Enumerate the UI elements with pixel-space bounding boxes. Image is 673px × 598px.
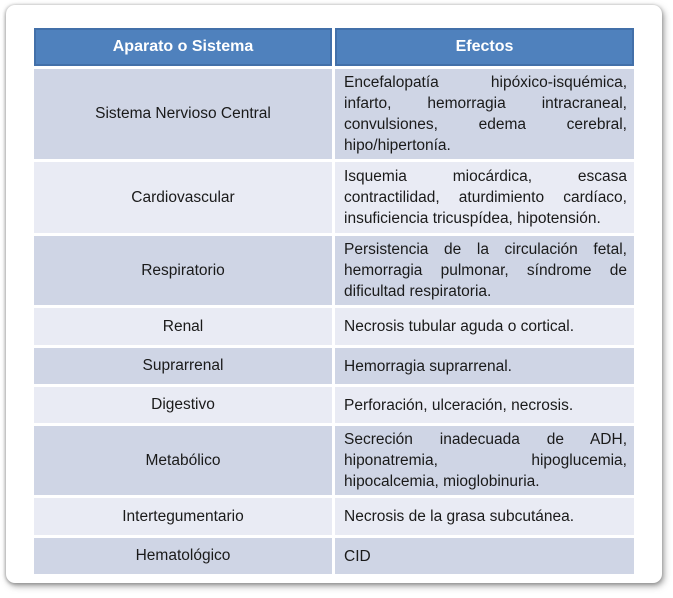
efectos-text: Necrosis de la grasa subcutánea.	[344, 508, 575, 525]
table-row	[34, 162, 634, 233]
table-row	[34, 348, 634, 384]
table-card	[6, 5, 662, 583]
sistema-cell: Sistema Nervioso Central	[34, 69, 332, 159]
efectos-text: Perforación, ulceración, necrosis.	[344, 396, 574, 414]
table-row	[34, 308, 634, 345]
sistema-cell: Respiratorio	[34, 236, 332, 305]
sistema-cell: Intertegumentario	[34, 498, 332, 535]
efectos-cell	[335, 538, 634, 574]
sistema-cell: Suprarrenal	[34, 348, 332, 384]
efectos-text: Secreción inadecuada de ADH, hiponatremia, hipoglucemia, hipocalcemia, mioglobinuria.	[344, 431, 627, 490]
efectos-text: Persistencia de la circulación fetal, hemorragia pulmonar, síndrome de dificultad respiratoria.	[344, 241, 627, 300]
efectos-text: Encefalopatía hipóxico-isquémica, infarto, hemorragia intracraneal, convulsiones, edema cerebral, hipo/hipertonía.	[344, 74, 627, 154]
sistema-cell: Renal	[34, 308, 332, 345]
efectos-cell	[335, 162, 634, 233]
sistema-cell: Hematológico	[34, 538, 332, 574]
table-row	[34, 538, 634, 574]
efectos-cell	[335, 69, 634, 159]
efectos-text: Necrosis tubular aguda o cortical.	[344, 318, 575, 335]
efectos-text: Hemorragia suprarrenal.	[344, 357, 512, 375]
table-header-row	[34, 28, 634, 66]
table-row	[34, 426, 634, 495]
efectos-text: Isquemia miocárdica, escasa contractilidad, aturdimiento cardíaco, insuficiencia tricuspídea, hipotensión.	[344, 168, 627, 227]
sistema-cell: Cardiovascular	[34, 162, 332, 233]
column-header-efectos: Efectos	[335, 28, 634, 66]
efectos-cell	[335, 426, 634, 495]
sistema-cell: Digestivo	[34, 387, 332, 423]
efectos-cell	[335, 387, 634, 423]
table-row	[34, 498, 634, 535]
efectos-cell	[335, 236, 634, 305]
table-row	[34, 69, 634, 159]
column-header-aparato-o-sistema: Aparato o Sistema	[34, 28, 332, 66]
effects-table	[34, 28, 634, 574]
table-row	[34, 387, 634, 423]
efectos-text: CID	[344, 547, 371, 565]
efectos-cell	[335, 348, 634, 384]
efectos-cell	[335, 308, 634, 345]
table-body	[34, 69, 634, 574]
table-row	[34, 236, 634, 305]
efectos-cell	[335, 498, 634, 535]
sistema-cell: Metabólico	[34, 426, 332, 495]
